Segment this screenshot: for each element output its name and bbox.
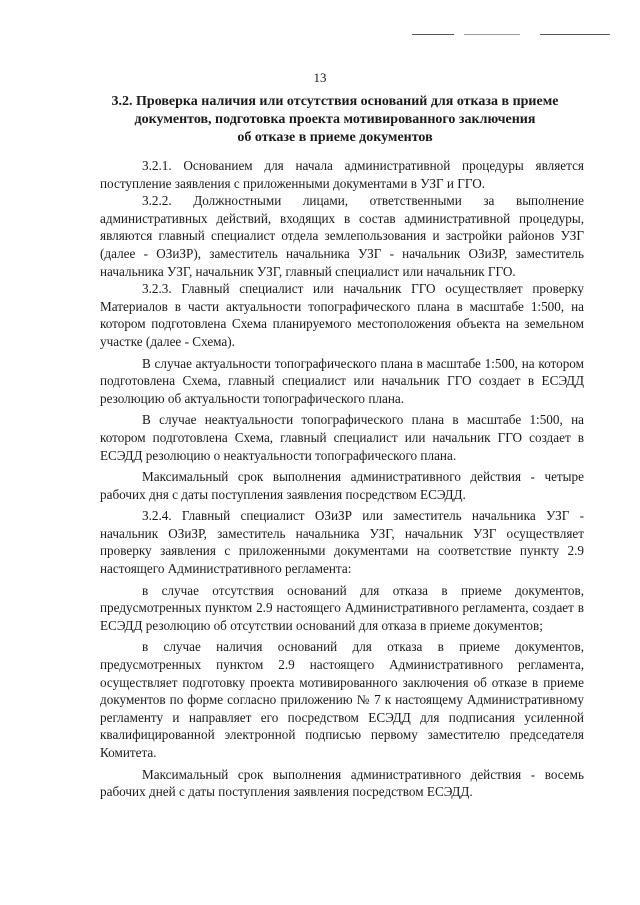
- scan-line-mark: [464, 34, 520, 35]
- paragraph-plan-actual: В случае актуальности топографического плана в масштабе 1:500, на котором подготовлена Схема, главный специалист или начальник ГГО создает в ЕСЭДД резолюцию об актуальности топографического плана.: [100, 355, 584, 406]
- page-number: 13: [313, 70, 327, 85]
- paragraph-3-2-4: 3.2.4. Главный специалист ОЗиЗР или заместитель начальника УЗГ - начальник ОЗиЗР, заместитель начальника УЗГ, начальник УЗГ осуществляет проверку заявления с приложенными документами на соответствие пункту 2.9 настоящего Административного регламента:: [100, 508, 584, 577]
- document-body: [100, 157, 584, 801]
- paragraph-plan-not-actual: В случае неактуальности топографического плана в масштабе 1:500, на котором подготовлена Схема, главный специалист или начальник ГГО создает в ЕСЭДД резолюцию о неактуальности топографического плана.: [100, 412, 584, 463]
- heading-line: документов, подготовка проекта мотивированного заключения: [134, 112, 536, 127]
- paragraph-no-grounds: в случае отсутствия оснований для отказа в приеме документов, предусмотренных пунктом 2.9 настоящего Административного регламента, создает в ЕСЭДД резолюцию об отсутствии оснований для отказа в приеме документов;: [100, 582, 584, 633]
- paragraph-3-2-2: 3.2.2. Должностными лицами, ответственными за выполнение административных действий, входящих в состав административной процедуры, являются главный специалист отдела землепользования и застройки районов УЗГ (далее - ОЗиЗР), заместитель начальника УЗГ - начальник ОЗиЗР, заместитель начальника УЗГ, начальник УЗГ, главный специалист или начальник ГГО.: [100, 193, 584, 279]
- paragraph-3-2-3: 3.2.3. Главный специалист или начальник ГГО осуществляет проверку Материалов в части актуальности топографического плана в масштабе 1:500, на котором подготовлена Схема планируемого местоположения объекта на земельном участке (далее - Схема).: [100, 281, 584, 349]
- paragraph-3-2-1: 3.2.1. Основанием для начала административной процедуры является поступление заявления с приложенными документами в УЗГ и ГГО.: [100, 158, 584, 191]
- paragraph-max-term-2: Максимальный срок выполнения административного действия - восемь рабочих дней с даты поступления заявления посредством ЕСЭДД.: [100, 766, 584, 800]
- heading-line: об отказе в приеме документов: [237, 130, 433, 145]
- scan-line-mark: [412, 34, 454, 35]
- section-heading: [100, 93, 570, 147]
- heading-line: 3.2. Проверка наличия или отсутствия оснований для отказа в приеме: [111, 94, 559, 109]
- scan-line-mark: [540, 34, 610, 35]
- paragraph-max-term-1: Максимальный срок выполнения административного действия - четыре рабочих дня с даты поступления заявления посредством ЕСЭДД.: [100, 469, 584, 502]
- paragraph-grounds-present: в случае наличия оснований для отказа в приеме документов, предусмотренных пунктом 2.9 настоящего Административного регламента, осуществляет подготовку проекта мотивированного заключения об отказе в приеме документов по форме согласно приложению № 7 к настоящему Административному регламенту и направляет его посредством ЕСЭДД для подписания усиленной квалифицированной электронной подписью первому заместителю председателя Комитета.: [100, 639, 584, 760]
